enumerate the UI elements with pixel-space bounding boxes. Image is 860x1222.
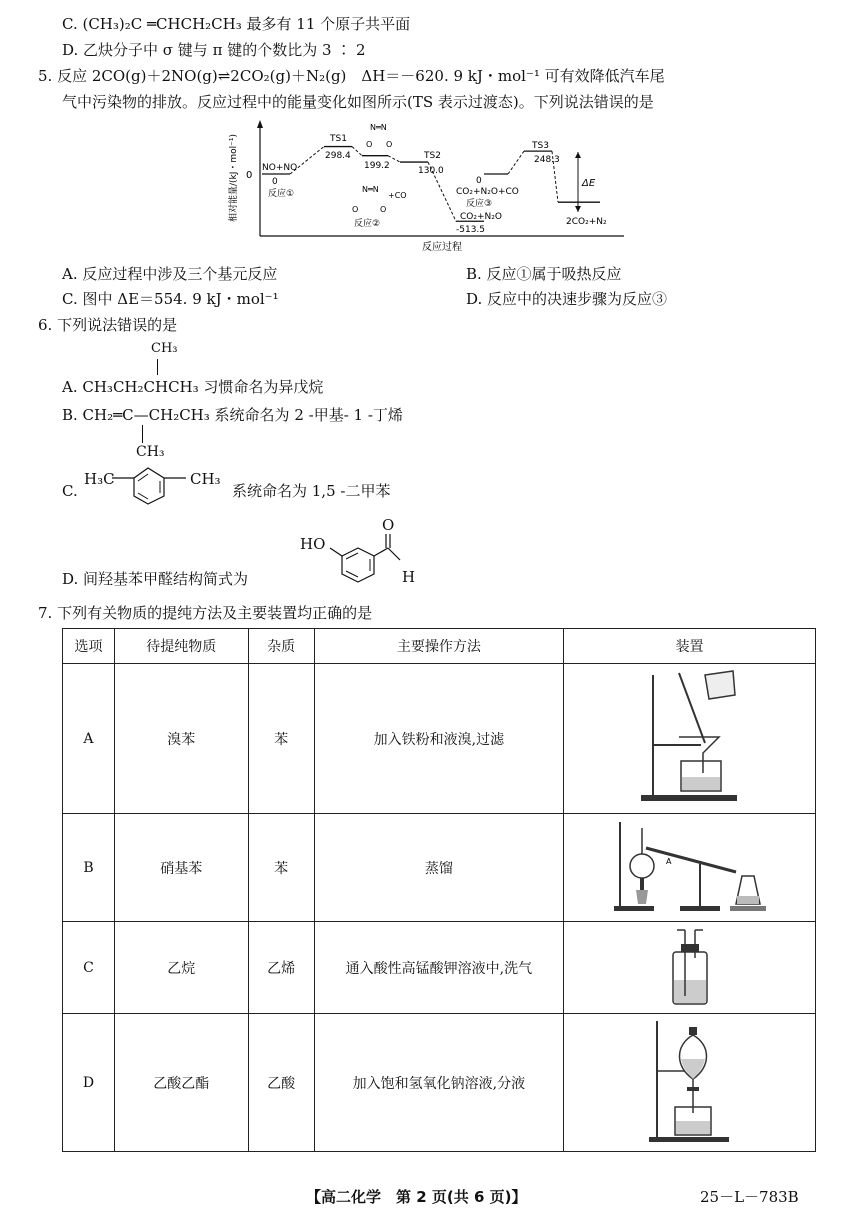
q6-stem: 6. 下列说法错误的是 bbox=[38, 316, 178, 334]
header-method: 主要操作方法 bbox=[314, 629, 564, 664]
min-value: -513.5 bbox=[456, 225, 486, 235]
q5-option-c: C. 图中 ΔE＝554. 9 kJ・mol⁻¹ bbox=[62, 290, 279, 308]
q6-option-d: D. 间羟基苯甲醛结构简式为 bbox=[62, 570, 249, 588]
row-b-impurity: 苯 bbox=[248, 814, 314, 922]
row-d-apparatus bbox=[564, 1014, 816, 1152]
purification-table bbox=[62, 628, 816, 1152]
q6-d-h: H bbox=[402, 568, 416, 586]
q4-option-d: D. 乙炔分子中 σ 键与 π 键的个数比为 3 ∶ 2 bbox=[62, 41, 366, 59]
page-footer-code: 25－L－783B bbox=[700, 1188, 799, 1206]
y-axis-label: 相对能量/(kJ・mol⁻¹) bbox=[229, 133, 239, 223]
ts2-label: TS2 bbox=[424, 151, 441, 161]
final-product-label: 2CO₂+N₂ bbox=[566, 217, 607, 227]
ts3-label: TS3 bbox=[532, 141, 549, 151]
n2o2-o-left: O bbox=[352, 205, 359, 214]
n-n-ring-top: N═N bbox=[370, 123, 387, 132]
table-row bbox=[63, 814, 816, 922]
ts3-value: 248.3 bbox=[534, 155, 560, 165]
q7-stem: 7. 下列有关物质的提纯方法及主要装置均正确的是 bbox=[38, 604, 373, 622]
xylene-structure bbox=[112, 458, 190, 512]
row-a-apparatus bbox=[564, 664, 816, 814]
intermediate-value: 199.2 bbox=[364, 161, 390, 171]
row-b-option: B bbox=[63, 814, 115, 922]
delta-e-label: ΔE bbox=[582, 178, 596, 189]
step-label-1: 反应① bbox=[268, 189, 295, 199]
row-d-method: 加入饱和氢氧化钠溶液,分液 bbox=[314, 1014, 564, 1152]
q6-d-o: O bbox=[382, 516, 395, 534]
ring-o-right: O bbox=[386, 140, 393, 149]
gas-washing-bottle-icon bbox=[665, 924, 715, 1008]
plus-co: +CO bbox=[388, 191, 407, 200]
row-d-option: D bbox=[63, 1014, 115, 1152]
q6-b-bond bbox=[142, 425, 143, 443]
ts1-label: TS1 bbox=[330, 134, 347, 144]
table-row bbox=[63, 664, 816, 814]
header-impurity: 杂质 bbox=[248, 629, 314, 664]
level-value-0: 0 bbox=[272, 177, 278, 187]
co2-n2o-co-label: CO₂+N₂O+CO bbox=[456, 187, 519, 197]
row-a-method: 加入铁粉和液溴,过滤 bbox=[314, 664, 564, 814]
filtration-apparatus-icon bbox=[635, 669, 745, 805]
row-c-apparatus bbox=[564, 922, 816, 1014]
row-b-substance: 硝基苯 bbox=[114, 814, 248, 922]
level-value-0b: 0 bbox=[476, 176, 482, 186]
table-header-row bbox=[63, 629, 816, 664]
n2o2-species: N═N bbox=[362, 185, 379, 194]
energy-profile-chart bbox=[228, 118, 628, 256]
ts2-value: 130.0 bbox=[418, 166, 444, 176]
header-substance: 待提纯物质 bbox=[114, 629, 248, 664]
row-b-apparatus bbox=[564, 814, 816, 922]
distillation-tag: A bbox=[665, 856, 672, 866]
q6-option-c-text: 系统命名为 1,5 -二甲苯 bbox=[232, 482, 391, 500]
distillation-apparatus-icon bbox=[610, 818, 770, 914]
q5-option-d: D. 反应中的决速步骤为反应③ bbox=[466, 290, 668, 308]
co2-n2o-label: CO₂+N₂O bbox=[460, 212, 502, 222]
row-a-impurity: 苯 bbox=[248, 664, 314, 814]
level-label-no-no: NO+NO bbox=[262, 163, 298, 173]
q6-option-c-prefix: C. bbox=[62, 482, 78, 500]
table-row bbox=[63, 922, 816, 1014]
header-apparatus: 装置 bbox=[564, 629, 816, 664]
n2o2-o-right: O bbox=[380, 205, 387, 214]
q6-option-b: B. CH₂═C—CH₂CH₃ 系统命名为 2 -甲基- 1 -丁烯 bbox=[62, 406, 403, 424]
row-a-option: A bbox=[63, 664, 115, 814]
delta-e-arrow-up-icon bbox=[575, 152, 581, 158]
q6-b-branch: CH₃ bbox=[136, 444, 165, 460]
page-footer-center: 【高二化学 第 2 页(共 6 页)】 bbox=[306, 1188, 527, 1206]
delta-e-arrow-down-icon bbox=[575, 206, 581, 212]
q6-c-right-methyl: CH₃ bbox=[190, 470, 221, 488]
separatory-funnel-icon bbox=[645, 1017, 735, 1145]
q6-d-ho: HO bbox=[300, 535, 326, 553]
q4-option-c: C. (CH₃)₂C ═CHCH₂CH₃ 最多有 11 个原子共平面 bbox=[62, 15, 411, 33]
q6-a-bond bbox=[157, 359, 158, 375]
header-option: 选项 bbox=[63, 629, 115, 664]
zero-tick-label: 0 bbox=[246, 170, 253, 181]
ring-o-left: O bbox=[366, 140, 373, 149]
row-c-substance: 乙烷 bbox=[114, 922, 248, 1014]
q5-option-b: B. 反应①属于吸热反应 bbox=[466, 265, 622, 283]
row-a-substance: 溴苯 bbox=[114, 664, 248, 814]
q6-a-branch: CH₃ bbox=[151, 341, 178, 356]
step-label-3: 反应③ bbox=[466, 199, 493, 209]
q5-stem-line1: 5. 反应 2CO(g)＋2NO(g)⇌2CO₂(g)＋N₂(g) ΔH＝－620. 9 kJ・mol⁻¹ 可有效降低汽车尾 bbox=[38, 67, 665, 85]
x-axis-label: 反应过程 bbox=[422, 242, 462, 253]
row-c-option: C bbox=[63, 922, 115, 1014]
y-axis-arrow-icon bbox=[257, 120, 263, 128]
hydroxybenzaldehyde-structure bbox=[326, 534, 406, 600]
row-d-substance: 乙酸乙酯 bbox=[114, 1014, 248, 1152]
q6-c-left-methyl: H₃C bbox=[84, 470, 115, 488]
row-c-method: 通入酸性高锰酸钾溶液中,洗气 bbox=[314, 922, 564, 1014]
connector-4 bbox=[508, 151, 524, 174]
row-b-method: 蒸馏 bbox=[314, 814, 564, 922]
q5-stem-line2: 气中污染物的排放。反应过程中的能量变化如图所示(TS 表示过渡态)。下列说法错误的是 bbox=[62, 93, 654, 111]
connector-2 bbox=[388, 156, 400, 162]
connector-1 bbox=[352, 147, 362, 156]
step-label-2: 反应② bbox=[354, 219, 381, 229]
q5-option-a: A. 反应过程中涉及三个基元反应 bbox=[62, 265, 278, 283]
q6-option-a: A. CH₃CH₂CHCH₃ 习惯命名为异戊烷 bbox=[62, 378, 324, 396]
ts1-value: 298.4 bbox=[325, 151, 351, 161]
row-c-impurity: 乙烯 bbox=[248, 922, 314, 1014]
row-d-impurity: 乙酸 bbox=[248, 1014, 314, 1152]
table-row bbox=[63, 1014, 816, 1152]
